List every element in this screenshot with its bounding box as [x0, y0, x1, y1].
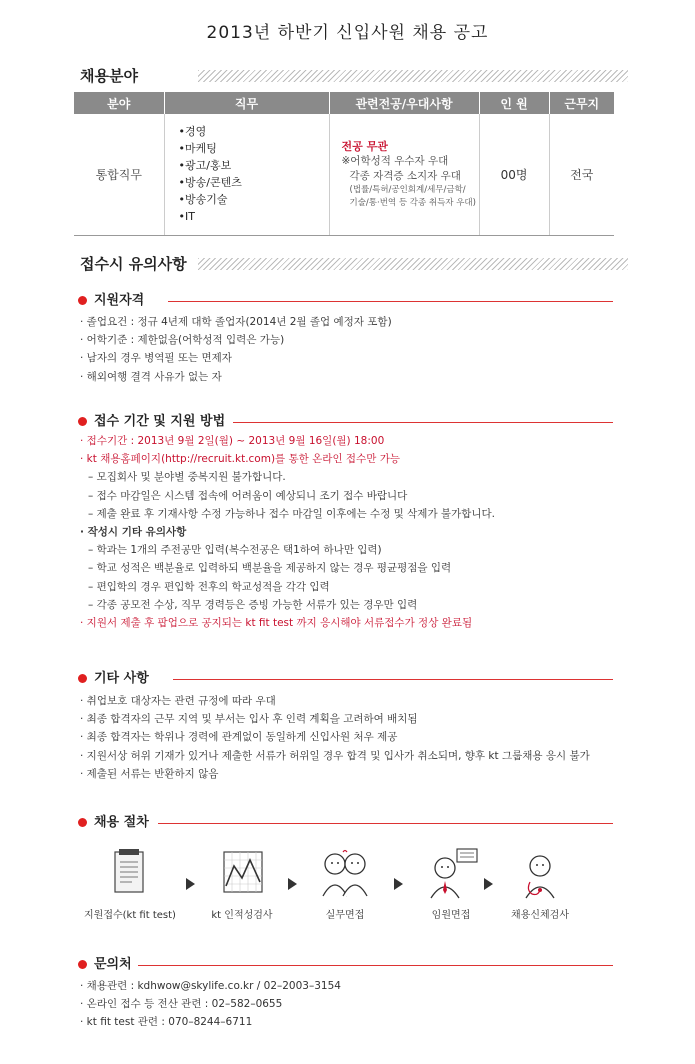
page-title: 2013년 하반기 신입사원 채용 공고 — [206, 23, 489, 43]
red-divider — [173, 679, 613, 680]
arrow-right-icon — [186, 878, 195, 890]
list-item: – 모집회사 및 분야별 중복지원 불가합니다. — [88, 471, 286, 484]
major-line: ※어학성적 우수자 우대 — [341, 154, 449, 167]
hatch-divider — [198, 70, 628, 82]
subsection-qualification: 지원자격 — [78, 291, 613, 311]
list-item: · 졸업요건 : 정규 4년제 대학 졸업자(2014년 2월 졸업 예정자 포함) — [80, 316, 392, 328]
list-item: · 최종 합격자의 근무 지역 및 부서는 입사 후 인력 계획을 고려하여 배치됨 — [80, 713, 418, 726]
duty-item: •IT — [178, 210, 195, 224]
step-label: 임원면접 — [431, 910, 471, 921]
arrow-right-icon — [288, 878, 297, 890]
medical-check-icon — [512, 848, 568, 900]
duty-item: •광고/홍보 — [178, 159, 232, 173]
red-divider — [233, 422, 613, 423]
major-title: 전공 무관 — [341, 139, 388, 153]
list-item: · 채용관련 : kdhwow@skylife.co.kr / 02–2003–3154 — [80, 980, 341, 992]
interview-icon — [317, 848, 373, 900]
section-heading-notice: 접수시 유의사항 — [80, 252, 628, 276]
chart-icon — [214, 848, 270, 900]
etc-list — [80, 692, 620, 783]
duty-cell — [164, 114, 329, 235]
list-item: · 접수기간 : 2013년 9월 2일(월) ~ 2013년 9월 16일(월) 18:00 — [80, 435, 385, 447]
list-item: · 남자의 경우 병역필 또는 면제자 — [80, 352, 232, 365]
list-item: · 취업보호 대상자는 관련 규정에 따라 우대 — [80, 695, 276, 707]
hatch-divider — [198, 258, 628, 270]
subsection-etc: 기타 사항 — [78, 669, 613, 689]
bullet-dot-icon — [78, 960, 87, 969]
list-item: · 온라인 접수 등 전산 관련 : 02–582–0655 — [80, 998, 283, 1011]
subsection-application: 접수 기간 및 지원 방법 — [78, 412, 613, 432]
process-step — [84, 848, 174, 921]
step-label: kt 인적성검사 — [211, 910, 273, 921]
list-item: · kt fit test 관련 : 070–8244–6711 — [80, 1016, 253, 1029]
table-header: 직무 — [164, 92, 329, 114]
major-cell — [329, 114, 479, 235]
list-item: · 지원서상 허위 기재가 있거나 제출한 서류가 허위일 경우 합격 및 입사가 취소되며, 향후 kt 그룹채용 응시 불가 — [80, 749, 590, 762]
list-item: – 학교 성적은 백분율로 입력하되 백분율을 제공하지 않는 경우 평균평점을 입력 — [88, 562, 452, 575]
bullet-dot-icon — [78, 296, 87, 305]
red-divider — [168, 301, 613, 302]
major-note: 기술/통·번역 등 각종 취득자 우대) — [349, 197, 476, 208]
contact-list — [80, 977, 620, 1032]
process-steps — [82, 848, 622, 928]
step-label: 실무면접 — [325, 910, 365, 921]
arrow-right-icon — [484, 878, 493, 890]
table-header: 관련전공/우대사항 — [329, 92, 479, 114]
list-item: · 지원서 제출 후 팝업으로 공지되는 kt fit test 까지 응시해야 서류접수가 정상 완료됨 — [80, 616, 473, 629]
list-item: · 해외여행 결격 사유가 없는 자 — [80, 370, 222, 383]
list-item: · 작성시 기타 유의사항 — [80, 525, 187, 538]
red-divider — [138, 965, 613, 966]
bullet-dot-icon — [78, 674, 87, 683]
section-heading-recruit-field: 채용분야 — [80, 64, 628, 88]
process-step — [197, 848, 287, 921]
major-note: (법률/특허/공인회계/세무/금학/ — [349, 184, 466, 195]
duty-item: •방송기술 — [178, 193, 228, 207]
process-step — [406, 848, 496, 921]
bullet-dot-icon — [78, 417, 87, 426]
table-header: 인 원 — [479, 92, 549, 114]
document-icon — [101, 848, 157, 900]
qualification-list — [80, 313, 620, 386]
arrow-right-icon — [394, 878, 403, 890]
list-item: – 제출 완료 후 기재사항 수정 가능하나 접수 마감일 이후에는 수정 및 삭제가 불가합니다. — [88, 507, 495, 520]
table-header: 근무지 — [549, 92, 614, 114]
table-header: 분야 — [74, 92, 164, 114]
duty-item: •방송/콘텐츠 — [178, 176, 242, 190]
major-line: 각종 자격증 소지자 우대 — [349, 169, 461, 182]
duty-item: •경영 — [178, 125, 207, 139]
list-item: · 제출된 서류는 반환하지 않음 — [80, 767, 219, 780]
process-step — [495, 848, 585, 921]
subsection-process: 채용 절차 — [78, 813, 613, 833]
table-row — [74, 114, 614, 235]
list-item: – 학과는 1개의 주전공만 입력(복수전공은 택1하여 하나만 입력) — [88, 544, 382, 557]
step-label: 채용신체검사 — [511, 910, 569, 921]
executive-interview-icon — [423, 848, 479, 900]
list-item: · kt 채용홈페이지(http://recruit.kt.com)를 통한 온라인 접수만 가능 — [80, 453, 400, 466]
recruit-table — [74, 92, 614, 236]
list-item: – 각종 공모전 수상, 직무 경력등은 증빙 가능한 서류가 있는 경우만 입력 — [88, 598, 418, 611]
headcount-cell: 00명 — [479, 114, 549, 235]
list-item: – 접수 마감일은 시스템 접속에 어려움이 예상되니 조기 접수 바랍니다 — [88, 489, 408, 502]
list-item: · 최종 합격자는 학위나 경력에 관계없이 동일하게 신입사원 처우 제공 — [80, 731, 398, 744]
list-item: – 편입학의 경우 편입학 전후의 학교성적을 각각 입력 — [88, 580, 330, 593]
duty-item: •마케팅 — [178, 142, 217, 156]
location-cell: 전국 — [549, 114, 614, 235]
list-item: · 어학기준 : 제한없음(어학성적 입력은 가능) — [80, 334, 285, 347]
red-divider — [158, 823, 613, 824]
application-list — [80, 432, 620, 632]
process-step — [300, 848, 390, 921]
field-cell: 통합직무 — [74, 114, 164, 235]
subsection-contact: 문의처 — [78, 955, 613, 975]
bullet-dot-icon — [78, 818, 87, 827]
step-label: 지원접수(kt fit test) — [84, 910, 176, 921]
